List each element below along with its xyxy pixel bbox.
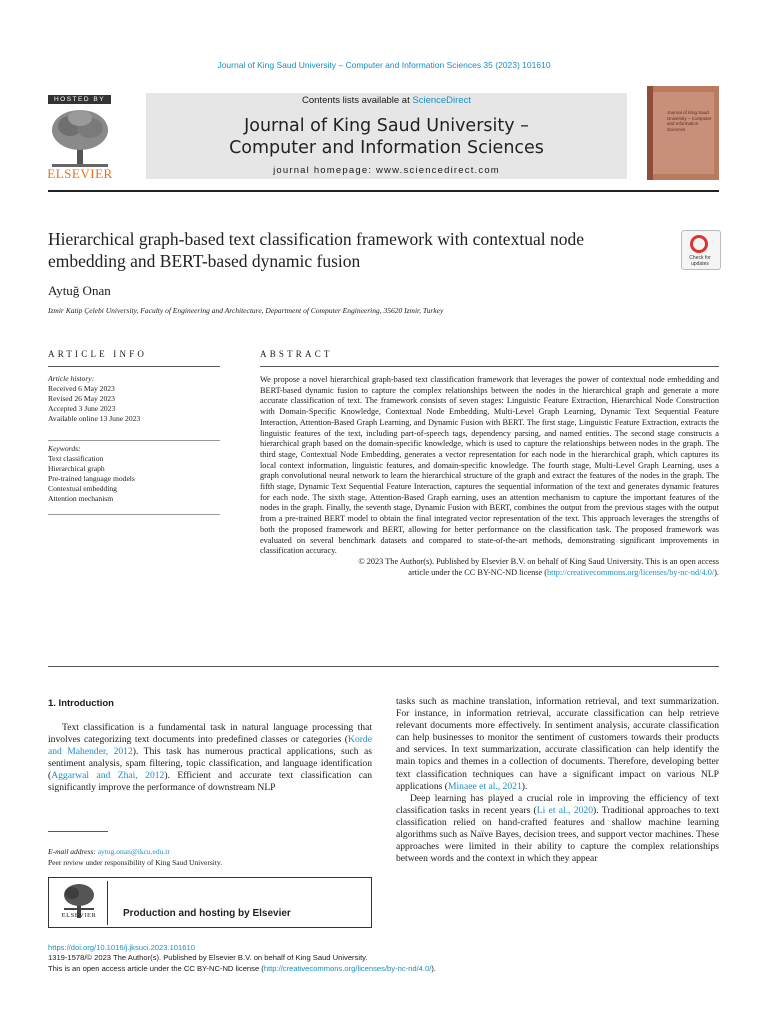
paragraph-text: ). This task has numerous practical applications, such as sentiment analysis, spam filtering, topic classification, and language identification ( — [48, 746, 372, 782]
body-left-column — [48, 722, 372, 795]
journal-cover-text: Journal of King Saud University – Computer and Information Sciences — [667, 110, 712, 132]
article-info-heading: ARTICLE INFO — [48, 349, 148, 359]
paragraph-text: tasks such as machine translation, information retrieval, and text summarization. For instance, in information retrieval, accurate classification can help retrieve relevant documents more effectively. In sentiment analysis, accurate classification can help businesses to monitor the sentiment of customers towards their products and services. In text summarization, accurate classification can help identify the main topics and themes in a collection of documents. Therefore, developing better text classification techniques can have a significant impact on various NLP applications ( — [396, 696, 719, 792]
intro-paragraph — [396, 696, 719, 793]
journal-reference-link[interactable]: Journal of King Saud University – Computer and Information Sciences 35 (2023) 101610 — [217, 60, 551, 70]
author-affiliation: Izmir Katip Çelebi University, Faculty of Engineering and Architecture, Department of Computer Engineering, 35620 Izmir, Turkey — [48, 306, 444, 315]
elsevier-tree-logo-icon — [48, 106, 112, 170]
author-name[interactable]: Aytuğ Onan — [48, 283, 111, 298]
copyright-line: © 2023 The Author(s). Published by Elsevier B.V. on behalf of King Saud University. This is an open access — [358, 556, 719, 566]
production-hosting-text: Production and hosting by Elsevier — [123, 908, 291, 919]
keyword-item: Hierarchical graph — [48, 464, 105, 473]
journal-title-line1: Journal of King Saud University – — [244, 116, 529, 136]
keywords-label: Keywords: — [48, 444, 81, 453]
keywords-list — [48, 444, 220, 504]
peer-review-note: Peer review under responsibility of King Saud University. — [48, 858, 223, 867]
paragraph-text: ). Traditional approaches to text classification relied on hand-crafted features and shallow machine learning algorithms such as Naïve Bayes, decision trees, and support vector machines. These approaches were limited in their ability to capture the complex relationships between words and the context in which they appear — [396, 804, 719, 865]
keywords-rule — [48, 440, 220, 441]
footnotes — [48, 846, 372, 868]
history-item: Available online 13 June 2023 — [48, 414, 141, 423]
abstract-body — [260, 375, 719, 578]
paragraph-text: Text classification is a fundamental task in natural language processing that involves categorizing text documents into predefined classes or categories ( — [48, 722, 372, 746]
citation-link[interactable]: Aggarwal and Zhai, 2012 — [51, 770, 165, 782]
oa-suffix: ). — [431, 963, 437, 973]
abstract-rule — [260, 366, 719, 367]
license-suffix: ). — [714, 567, 719, 577]
keyword-item: Contextual embedding — [48, 484, 117, 493]
oa-license-link[interactable]: http://creativecommons.org/licenses/by-nc-nd/4.0/ — [263, 963, 432, 973]
paragraph-text: ). Efficient and accurate text classification can significantly improve the performance of downstream NLP — [48, 770, 373, 794]
email-link[interactable]: aytug.onan@ikcu.edu.tr — [97, 847, 170, 856]
license-prefix: article under the CC BY-NC-ND license ( — [408, 567, 548, 577]
paragraph-text: Deep learning has played a crucial role in improving the efficiency of text classification tasks in recent years ( — [396, 792, 719, 816]
elsevier-logo-text: ELSEVIER — [47, 166, 113, 181]
doi-link[interactable]: https://doi.org/10.1016/j.jksuci.2023.101610 — [48, 943, 195, 952]
production-divider — [107, 881, 108, 925]
keyword-item: Attention mechanism — [48, 494, 114, 503]
issn-line: 1319-1578/© 2023 The Author(s). Published by Elsevier B.V. on behalf of King Saud University. — [48, 953, 368, 963]
citation-link[interactable]: Korde and Mahender, 2012 — [48, 734, 372, 758]
intro-paragraph — [396, 793, 719, 866]
history-label: Article history: — [48, 374, 95, 383]
article-info-rule — [48, 366, 220, 367]
footnote-rule — [48, 831, 108, 832]
production-elsevier-text: ELSEVIER — [61, 912, 97, 919]
citation-link[interactable]: Li et al., 2020 — [536, 804, 594, 816]
sciencedirect-link[interactable]: ScienceDirect — [412, 95, 471, 106]
check-updates-icon — [690, 235, 708, 253]
license-link[interactable]: http://creativecommons.org/licenses/by-nc-nd/4.0/ — [547, 567, 715, 577]
journal-homepage[interactable]: journal homepage: www.sciencedirect.com — [273, 165, 500, 176]
abstract-copyright — [260, 557, 719, 578]
body-right-column — [396, 696, 719, 865]
abstract-heading: ABSTRACT — [260, 349, 333, 359]
license-line — [260, 568, 719, 579]
article-history — [48, 374, 220, 424]
header-divider — [48, 190, 719, 192]
paragraph-text: ). — [521, 780, 528, 792]
keyword-item: Pre-trained language models — [48, 474, 135, 483]
introduction-heading: 1. Introduction — [48, 698, 114, 709]
history-item: Revised 26 May 2023 — [48, 394, 115, 403]
journal-cover-spine — [647, 86, 653, 180]
history-item: Accepted 3 June 2023 — [48, 404, 116, 413]
contents-line — [146, 95, 627, 106]
email-footnote — [48, 846, 372, 857]
abstract-bottom-rule — [48, 666, 719, 667]
journal-title — [146, 115, 627, 159]
abstract-text: We propose a novel hierarchical graph-based text classification framework that leverages the power of contextual node embedding and BERT-based dynamic fusion to capture the complex relationships between the nodes in the hierarchical graph and generate a more accurate classification of text. The framework consists of seven stages: Linguistic Feature Extraction, Hierarchical Node Construction with Domain-Specific Knowledge, Contextual Node Embedding, Multi-Level Graph Learning, Dynamic Text Sequential Feature Interaction, Attention-Based Graph Learning, and Dynamic Fusion with BERT. The first stage, Linguistic Feature Extraction, extracts the linguistic features of the text, including part-of-speech tags, dependency parsing, and named entities. The second stage constructs a hierarchical graph based on the domain-specific knowledge, which is used to capture the relationships between nodes in the graph. The third stage, Contextual Node Embedding, generates a vector representation for each node in the hierarchical graph, which captures its local context information, linguistic features, and domain-specific knowledge. The fourth stage, Multi-Level Graph Learning, uses a graph convolutional neural network to learn the hierarchical structure of the graph and extract the features of the nodes in the graph. The fifth stage, Dynamic Text Sequential Feature Interaction, captures the sequential information of the text and generates dynamic features for each node. The sixth stage, Attention-Based Graph earning, uses an attention mechanism to capture the important features of the nodes in the graph. Finally, the seventh stage, Dynamic Fusion with BERT, combines the output from the previous stages with the output from a pre-trained BERT model to obtain the final integrated vector representation of the text. This approach leverages the strengths of both the proposed framework and BERT, allowing for better performance on the classification task. The proposed framework was evaluated on several benchmark datasets and compared to state-of-the-art methods, demonstrating significant improvements in classification accuracy. — [260, 375, 719, 556]
hosted-by-label: HOSTED BY — [48, 95, 111, 104]
keyword-item: Text classification — [48, 454, 104, 463]
email-label: E-mail address: — [48, 847, 98, 856]
journal-title-line2: Computer and Information Sciences — [229, 138, 544, 158]
contents-prefix: Contents lists available at — [302, 95, 413, 106]
page-bottom-info — [48, 943, 728, 974]
check-updates-label: Check for updates — [689, 255, 711, 267]
history-item: Received 6 May 2023 — [48, 384, 115, 393]
article-info-bottom-rule — [48, 514, 220, 515]
open-access-line — [48, 964, 728, 974]
citation-link[interactable]: Minaee et al., 2021 — [447, 780, 522, 792]
article-title: Hierarchical graph-based text classification framework with contextual node embedding and BERT-based dynamic fusion — [48, 229, 584, 271]
oa-prefix: This is an open access article under the CC BY-NC-ND license ( — [48, 963, 264, 973]
journal-cover-panel — [652, 92, 714, 174]
intro-paragraph — [48, 722, 372, 795]
